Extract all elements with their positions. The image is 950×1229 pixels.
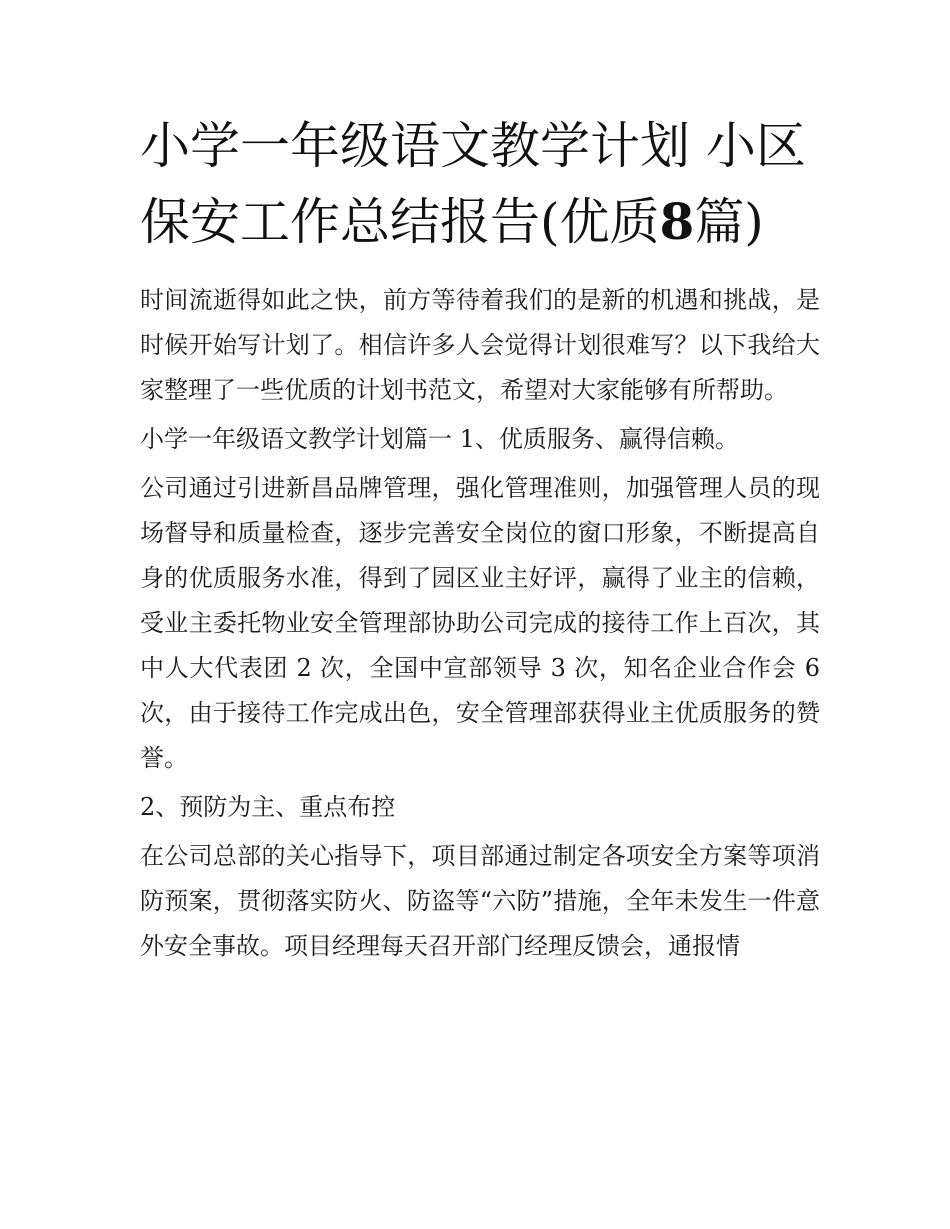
title-line-2-end: 篇): [694, 193, 764, 251]
title-line-1: 小学一年级语文教学计划 小区: [140, 117, 806, 175]
intro-paragraph: 时间流逝得如此之快，前方等待着我们的是新的机遇和挑战，是时候开始写计划了。相信许多人会觉得计划很难写？以下我给大家整理了一些优质的计划书范文，希望对大家能够有所帮助。: [140, 286, 820, 404]
document-title: [140, 108, 840, 260]
section-1-paragraph: 公司通过引进新昌品牌管理，强化管理准则，加强管理人员的现场督导和质量检查，逐步完善安全岗位的窗口形象，不断提高自身的优质服务水准，得到了园区业主好评，赢得了业主的信赖，受业主委托物业安全管理部协助公司完成的接待工作上百次，其中人大代表团 2 次，全国中宣部领导 3 次，知名企业合作会 6 次，由于接待工作完成出色，安全管理部获得业主优质服务的赞誉。: [140, 474, 820, 772]
section-heading-2: 2、预防为主、重点布控: [140, 793, 396, 821]
title-line-2-text: 保安工作总结报告(优质: [140, 193, 660, 251]
title-line-2-number: 8: [659, 192, 695, 251]
section-heading-1: 小学一年级语文教学计划篇一 1、优质服务、赢得信赖。: [140, 425, 739, 453]
document-body: [140, 278, 820, 973]
section-2-paragraph: 在公司总部的关心指导下，项目部通过制定各项安全方案等项消防预案，贯彻落实防火、防盗等“六防”措施，全年未发生一件意外安全事故。项目经理每天召开部门经理反馈会，通报情: [140, 842, 820, 960]
